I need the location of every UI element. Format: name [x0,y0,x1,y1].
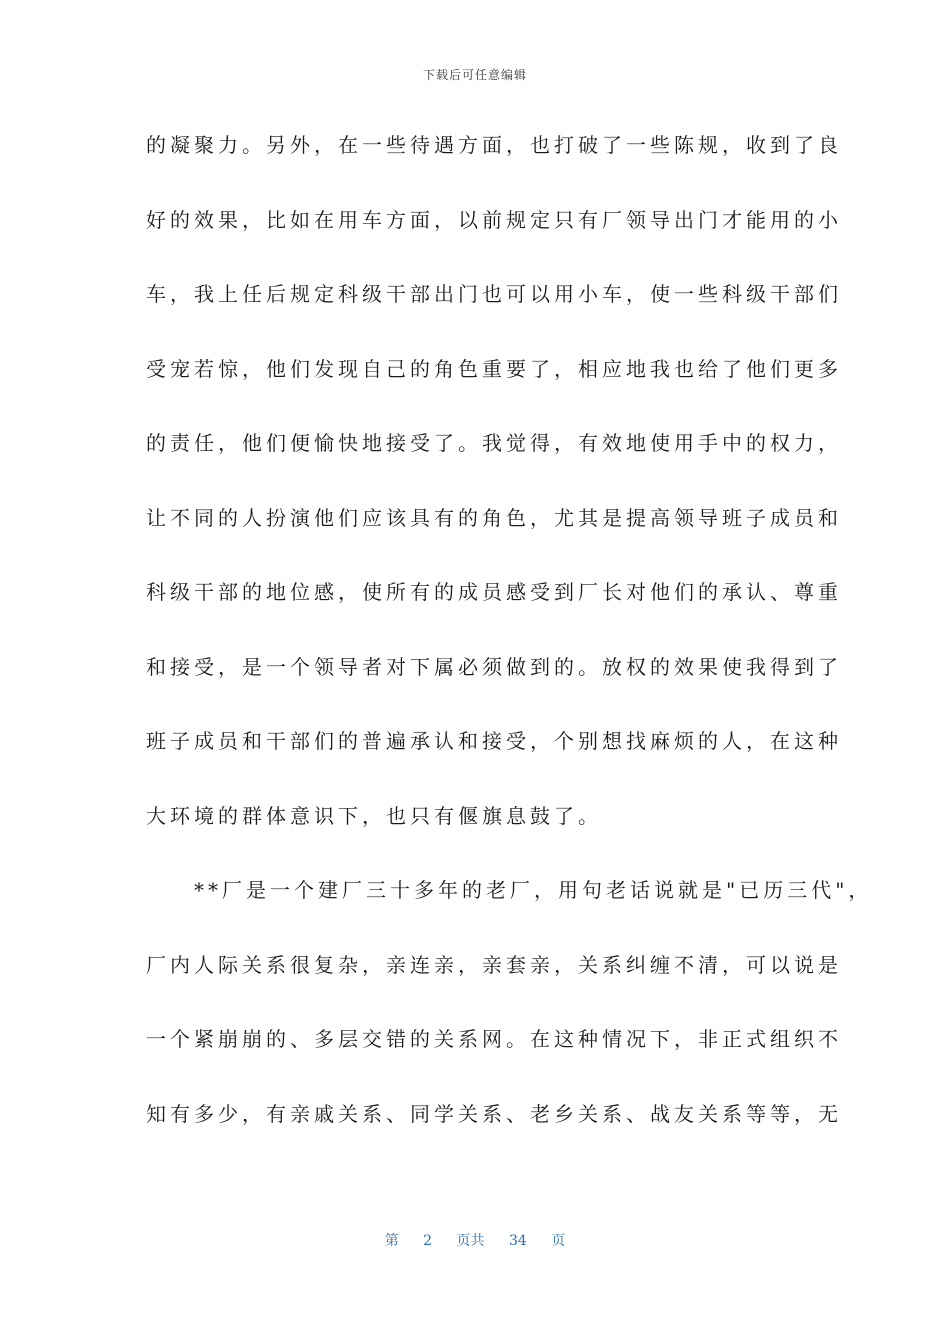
body-line: 科级干部的地位感，使所有的成员感受到厂长对他们的承认、尊重 [146,580,842,604]
footer-di: 第 [384,1233,399,1249]
body-line: 车，我上任后规定科级干部出门也可以用小车，使一些科级干部们 [146,282,842,306]
body-line: 的凝聚力。另外，在一些待遇方面，也打破了一些陈规，收到了良 [146,133,842,157]
body-line: 班子成员和干部们的普遍承认和接受，个别想找麻烦的人，在这种 [146,729,842,753]
page-header: 下载后可任意编辑 [422,68,527,82]
paragraph-start-line: **厂是一个建厂三十多年的老厂，用句老话说就是"已历三代"， [146,878,873,902]
footer-page-number: 2 [423,1233,433,1249]
body-line: 的责任，他们便愉快地接受了。我觉得，有效地使用手中的权力， [146,431,842,455]
body-line: 大环境的群体意识下，也只有偃旗息鼓了。 [146,803,602,828]
body-line: 一个紧崩崩的、多层交错的关系网。在这种情况下，非正式组织不 [146,1027,842,1051]
document-body [146,118,873,1161]
footer-ye: 页 [551,1233,566,1249]
footer-total-pages: 34 [509,1233,527,1249]
body-line: 让不同的人扮演他们应该具有的角色，尤其是提高领导班子成员和 [146,505,842,530]
body-line: 和接受，是一个领导者对下属必须做到的。放权的效果使我得到了 [146,654,842,679]
body-line: 知有多少，有亲戚关系、同学关系、老乡关系、战友关系等等，无 [146,1101,842,1126]
footer-ye-gong: 页共 [456,1233,485,1249]
body-line: 好的效果，比如在用车方面，以前规定只有厂领导出门才能用的小 [146,207,842,232]
body-line: 厂内人际关系很复杂，亲连亲，亲套亲，关系纠缠不清，可以说是 [146,952,842,977]
page-footer [0,1230,950,1250]
body-line: 受宠若惊，他们发现自己的角色重要了，相应地我也给了他们更多 [146,356,842,381]
